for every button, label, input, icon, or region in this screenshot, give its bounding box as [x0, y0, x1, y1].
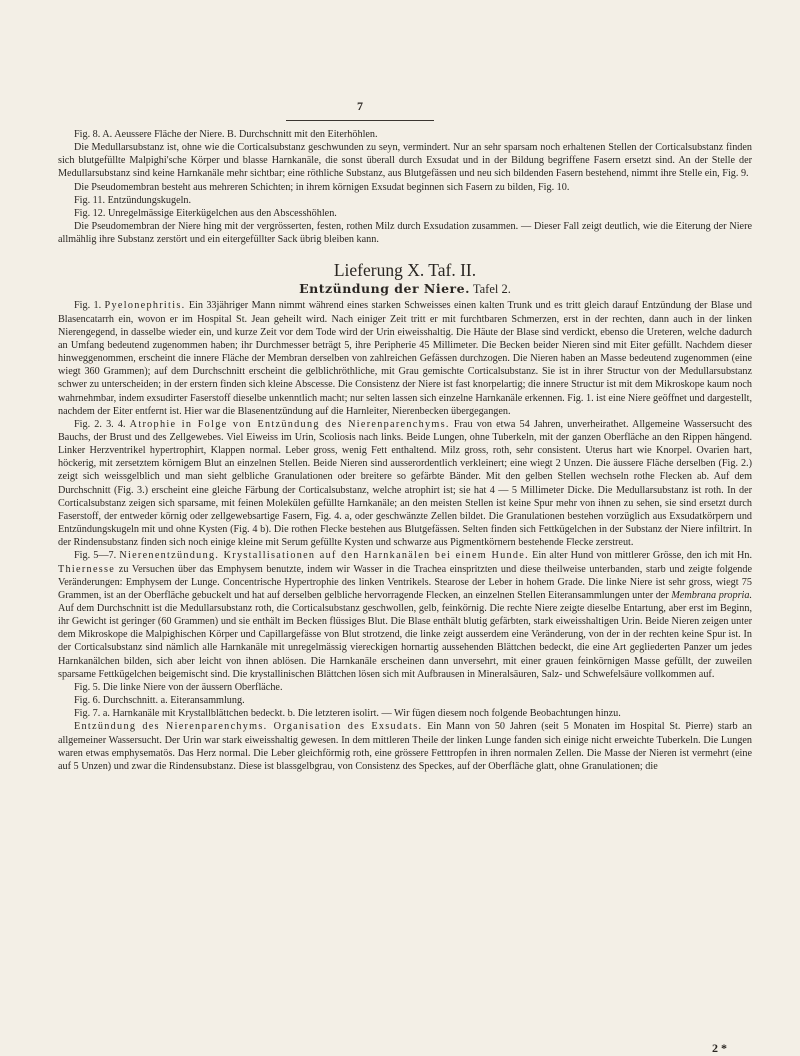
paragraph-fig1	[58, 299, 752, 417]
fig-heading: Pyelonephritis.	[104, 300, 186, 312]
paragraph-fig5	[58, 549, 752, 681]
italic-term: Membrana propria.	[671, 589, 753, 601]
paragraph: Fig. 7. a. Harnkanäle mit Krystallblättchen bedeckt. b. Die letzteren isolirt. — Wir fügen diesem noch folgende Beobachtungen hinzu.	[74, 708, 621, 720]
signature-mark: 2 *	[712, 1041, 727, 1055]
paragraph: Die Pseudomembran besteht aus mehreren Schichten; in ihrem körnigen Exsudat beginnen sich Fasern zu bilden, Fig. 10.	[74, 181, 570, 193]
fig-label: Fig. 2. 3. 4.	[74, 418, 126, 430]
page-number-rule	[286, 120, 434, 121]
fig-text: Auf dem Durchschnitt ist die Medullarsubstanz roth, die Corticalsubstanz geschwollen, gelb, feinkörnig. Die rechte Niere zeigte dieselbe Entartung, aber erst im Beginn, ihr Gewicht ist geringer (60 Grammen) und sie enthält im Becken flüssiges Blut. Die Blase enthält blutig gefärbten, stark eiweisshaltigen Urin. Beide Nieren zeigen unter dem Mikroskope die Malpighischen Körper und Capillargefässe von Blut strotzend, die linke zeigt ausserdem eine Veränderung, von der in der rechten keine Spur ist. In der Corticalsubstanz sind nämlich alle Harnkanäle mit unregelmässig viereckigen hornartig aussehenden Blättchen bedeckt, die eine Art gegliederten Panzer um jedes Harnkanälchen bilden, sich aber leicht von ihnen ablösen. Die Harnkanäle erscheinen dann unversehrt, mit einer grauen feinkörnigen Masse gefüllt, der zuweilen sparsame Fettkügelchen beigemischt sind. Die krystallinischen Blättchen lösen sich mit Aufbrausen in Mineralsäuren, Salz- und Schwefelsäure vollkommen auf.	[58, 603, 752, 680]
section-subtitle-tafel: Tafel 2.	[472, 282, 511, 297]
paragraph: Die Medullarsubstanz ist, ohne wie die Corticalsubstanz geschwunden zu seyn, vermindert. Nur an sehr sparsam noch erhaltenen Stellen der Corticalsubstanz finden sich blutgefüllte Malpighi'sche Körper und blasse Harnkanäle, die sonst überall durch Exsudat und in der Bildung begriffene Fasern ersetzt sind. An der Stelle der Medullarsubstanz sind keine Harnkanäle mehr sichtbar; eine röthliche Substanz, aus Blutgefässen und neu sich bildenden Fasern bestehend, nimmt ihre Stelle ein, Fig. 9.	[58, 142, 752, 180]
paragraph: Fig. 5. Die linke Niere von der äussern Oberfläche.	[74, 681, 283, 693]
body-text	[58, 128, 752, 773]
fig-text: Ein alter Hund von mittlerer Grösse, den ich mit Hn.	[532, 550, 752, 562]
person-name: Thiernesse	[58, 563, 116, 575]
fig-text: Frau von etwa 54 Jahren, unverheirathet. Allgemeine Wassersucht des Bauchs, der Brust und des Zellgewebes. Viel Eiweiss im Urin, Scoliosis nach links. Beide Lungen, ohne Tuberkeln, mit der ganzen Oberfläche an den Rippen hängend. Linker Herzventrikel hypertrophirt, Klappen normal. Leber gross, wenig Fett enthaltend. Milz gross, roth, sehr consistent. Uterus hart wie Knorpel. Ovarien hart, höckerig, mit zersetztem körnigem Blut an einzelnen Stellen. Beide Nieren sind ausserordentlich verkleinert; eine wiegt 2 Unzen. Die äussere Fläche derselben (Fig. 2.) zeigt sich weissgelblich und man sieht gelbliche Granulationen oder breitere so gefärbte Bänder. Mit den gelben Stellen wechseln rothe Flecken ab. Auf dem Durchschnitt (Fig. 3.) erscheint eine gleiche Färbung der Corticalsubstanz, welche atrophirt ist; sie hat 4 — 5 Millimeter Dicke. Die Medullarsubstanz ist roth. In der Corticalsubstanz zeigen sich sparsame, mit feinen Molekülen gefüllte Harnkanäle; an den meisten Stellen ist keine Spur mehr von ihnen zu sehen, sie sind ersetzt durch Faserstoff, der entweder körnig oder zellgewebsartige Fasern, Fig. 4. a, oder geschwänzte Zellen bildet. Die Granulationen bestehen vorzüglich aus Exsudatkörpern und Entzündungskugeln mit und ohne Kysten (Fig. 4 b). Die rothen Flecke bestehen aus Blutgefässen. Selten finden sich Fettkügelchen in der Substanz der Niere infiltrirt. In der Rindensubstanz finden sich noch einige kleine mit Serum gefüllte Kysten und schwarze aus Pigmentkörnern bestehende Flecke zerstreut.	[58, 418, 753, 549]
fig-text: zu Versuchen über das Emphysem benutzte, indem wir Wasser in die Trachea einspritzten und diese theilweise unterbanden, starb und zeigte folgende Veränderungen: Emphysem der Lunge. Concentrische Hypertrophie des linken Ventrikels. Stearose der Leber in hohem Grade. Die linke Niere ist sehr gross, wiegt 75 Grammen, ist an der Oberfläche gebuckelt und hat auf derselben gelbliche hervorragende Flecken, an einzelnen Stellen Eiteransammlungen unter der	[58, 563, 752, 601]
paragraph: Die Pseudomembran der Niere hing mit der vergrösserten, festen, rothen Milz durch Exsudation zusammen. — Dieser Fall zeigt deutlich, wie die Eiterung der Niere allmählig ihre Substanz zerstört und ein eitergefüllter Sack übrig bleiben kann.	[58, 221, 752, 246]
fig-heading: Nierenentzündung. Krystallisationen auf den Harnkanälen bei einem Hunde.	[119, 550, 529, 562]
fig-heading: Entzündung des Nierenparenchyms. Organisation des Exsudats.	[74, 721, 423, 733]
fig-label: Fig. 5—7.	[74, 550, 117, 562]
section-title: Lieferung X. Taf. II.	[333, 260, 477, 281]
fig-text: Ein 33jähriger Mann nimmt während eines starken Schweisses einen kalten Trunk und es tritt gleich darauf Entzündung der Blase und Blasencatarrh ein, wovon er im Hospital St. Jean geheilt wird. Nach einiger Zeit tritt er mit furchtbaren Schmerzen, erst in der rechten, dann auch in der linken Nierengegend, in dasselbe wieder ein, und kurze Zeit vor dem Tode wird der Urin eiweisshaltig. Die Häute der Blase sind verdickt, ebenso die Ureteren, welche dadurch an Umfang bedeutend zugenommen haben; ihr Durchmesser beträgt 5, ihre Peripherie 45 Millimeter. Die Becken beider Nieren sind mit Eiter gefüllt. Nachdem dieser hinweggenommen, erscheint die innere Fläche der Membran derselben von zahlreichen Gefässen durchzogen. Die Nieren haben an Masse bedeutend zugenommen (eine wiegt 360 Grammen); auf dem Durchschnitt erscheint die gelblichröthliche, mit Grau gemischte Corticalsubstanz. Sie ist in ihrer Structur von der Medullarsubstanz schwer zu unterscheiden; in der erstern finden sich kleine Abscesse. Die Consistenz der Niere ist fast knorpelartig; die innere Structur ist mit dem Mikroskope kaum noch wahrnehmbar, indem exsudirter Faserstoff dieselbe unkenntlich macht; nur selten lassen sich einzelne Harnkanäle erkennen. Fig. 1. ist eine Niere geöffnet und dargestellt, nachdem der Eiter entfernt ist. Hier war die Blasenentzündung auf die Harnleiter, Nierenbecken übergegangen.	[58, 300, 752, 417]
fig-text: Ein Mann von 50 Jahren (seit 5 Monaten im Hospital St. Pierre) starb an allgemeiner Wassersucht. Der Urin war stark eiweisshaltig gewesen. In dem mittleren Theile der linken Lunge fanden sich einige nicht erweichte Tuberkeln. Die Lungen waren etwas emphysematös. Das Herz normal. Die Leber gleichförmig roth, eine grössere Fetttropfen in ihren normalen Zellen. Die Masse der Nieren ist vermehrt (eine auf 5 Unzen) und zwar die Rindensubstanz. Diese ist blassgelbgrau, von Consistenz des Speckes, auf der Oberfläche glatt, ohne Granulationen; die	[58, 721, 752, 772]
paragraph: Fig. 12. Unregelmässige Eiterkügelchen aus den Abscesshöhlen.	[74, 207, 337, 219]
paragraph: Fig. 8. A. Aeussere Fläche der Niere. B. Durchschnitt mit den Eiterhöhlen.	[74, 129, 378, 140]
fig-heading: Atrophie in Folge von Entzündung des Nierenparenchyms.	[129, 418, 450, 430]
fig-label: Fig. 1.	[74, 300, 102, 312]
section-subtitle-bold: Entzündung der Niere.	[299, 281, 470, 297]
paragraph-fig2	[58, 418, 752, 550]
paragraph: Fig. 11. Entzündungskugeln.	[74, 194, 192, 206]
section-subtitle	[58, 281, 752, 297]
paragraph: Fig. 6. Durchschnitt. a. Eiteransammlung.	[74, 695, 245, 707]
page-number: 7	[357, 99, 363, 113]
paragraph-last	[58, 720, 752, 773]
